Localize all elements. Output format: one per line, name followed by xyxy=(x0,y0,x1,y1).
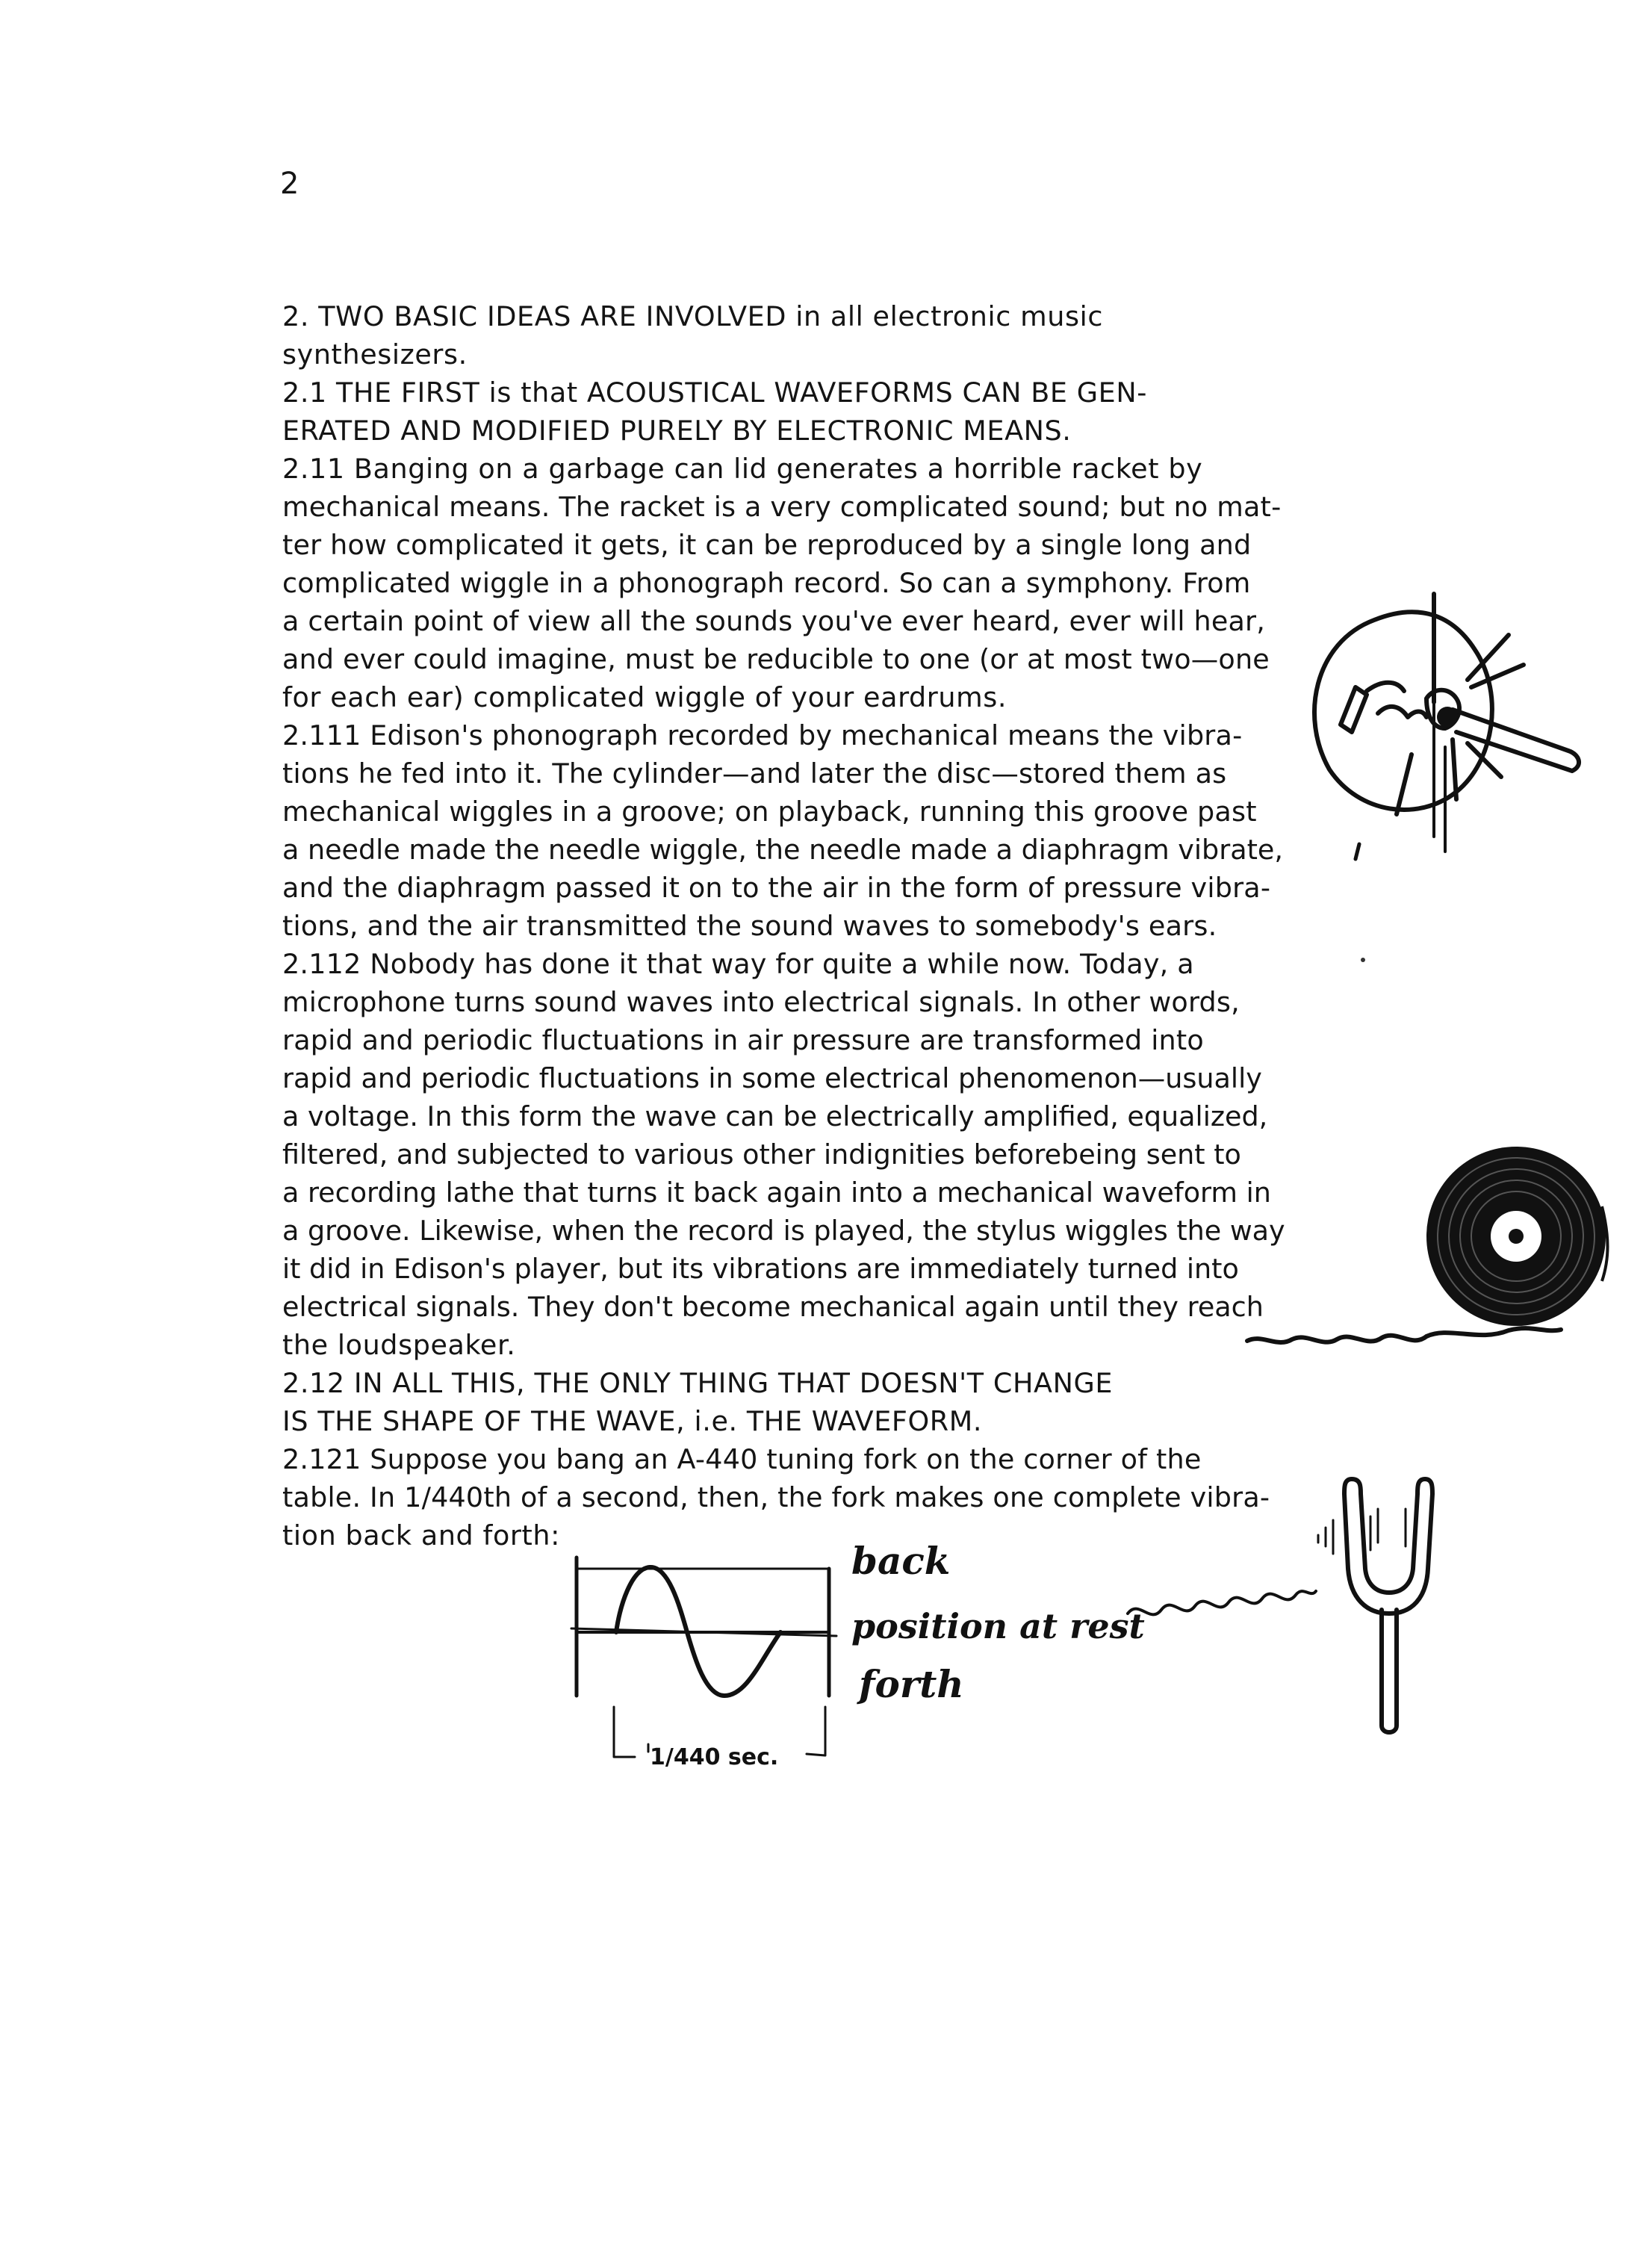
text-line: rapid and periodic fluctuations in some electrical phenomenon—usually xyxy=(282,1062,1262,1094)
text-line: complicated wiggle in a phonograph record. So can a symphony. From xyxy=(282,567,1251,599)
text-line: rapid and periodic fluctuations in air pressure are transformed into xyxy=(282,1024,1204,1056)
text-line: tions he fed into it. The cylinder—and later the disc—stored them as xyxy=(282,757,1227,790)
record-drawing xyxy=(1232,1124,1643,1371)
page-number: 2 xyxy=(280,167,299,201)
text-line: 2. TWO BASIC IDEAS ARE INVOLVED in all electronic music xyxy=(282,300,1103,332)
text-line: a certain point of view all the sounds you've ever heard, ever will hear, xyxy=(282,605,1266,637)
text-line: mechanical wiggles in a groove; on playback, running this groove past xyxy=(282,796,1257,828)
waveform-label-rest: position at rest xyxy=(851,1606,1145,1646)
text-line: table. In 1/440th of a second, then, the fork makes one complete vibra- xyxy=(282,1481,1270,1513)
text-line: IS THE SHAPE OF THE WAVE, i.e. THE WAVEFORM. xyxy=(282,1405,983,1437)
text-line: ter how complicated it gets, it can be reproduced by a single long and xyxy=(282,529,1252,561)
text-line: tions, and the air transmitted the sound waves to somebody's ears. xyxy=(282,910,1217,942)
text-line: ERATED AND MODIFIED PURELY BY ELECTRONIC MEANS. xyxy=(282,415,1072,447)
text-line: mechanical means. The racket is a very complicated sound; but no mat- xyxy=(282,491,1282,523)
text-line: 2.112 Nobody has done it that way for quite a while now. Today, a xyxy=(282,948,1194,980)
text-line: and the diaphragm passed it on to the air in the form of pressure vibra- xyxy=(282,872,1271,904)
waveform-period-label: 1/440 sec. xyxy=(650,1744,779,1770)
text-line: synthesizers. xyxy=(282,338,468,371)
waveform-label-back: back xyxy=(851,1539,951,1583)
text-line: and ever could imagine, must be reducible to one (or at most two—one xyxy=(282,643,1270,675)
text-line: 2.11 Banging on a garbage can lid generates a horrible racket by xyxy=(282,453,1203,485)
waveform-label-forth: forth xyxy=(859,1662,964,1706)
text-line: for each ear) complicated wiggle of your eardrums. xyxy=(282,681,1007,713)
text-line: microphone turns sound waves into electrical signals. In other words, xyxy=(282,986,1240,1018)
text-line: 2.111 Edison's phonograph recorded by mechanical means the vibra- xyxy=(282,719,1243,751)
text-line: a groove. Likewise, when the record is played, the stylus wiggles the way xyxy=(282,1215,1285,1247)
text-line: it did in Edison's player, but its vibrations are immediately turned into xyxy=(282,1253,1239,1285)
phonograph-drawing xyxy=(1285,568,1613,956)
text-line: 2.12 IN ALL THIS, THE ONLY THING THAT DOESN'T CHANGE xyxy=(282,1367,1114,1399)
text-line: a recording lathe that turns it back again into a mechanical waveform in xyxy=(282,1177,1271,1209)
text-line: a needle made the needle wiggle, the needle made a diaphragm vibrate, xyxy=(282,834,1283,866)
tuning-fork-drawing xyxy=(1120,1464,1456,1748)
text-line: 2.121 Suppose you bang an A-440 tuning fork on the corner of the xyxy=(282,1443,1202,1475)
body-text xyxy=(282,297,1283,1555)
text-line: electrical signals. They don't become mechanical again until they reach xyxy=(282,1291,1264,1323)
text-line: filtered, and subjected to various other indignities beforebeing sent to xyxy=(282,1138,1241,1171)
text-line: 2.1 THE FIRST is that ACOUSTICAL WAVEFORMS CAN BE GEN- xyxy=(282,376,1148,409)
text-line: the loudspeaker. xyxy=(282,1329,516,1361)
text-line: a voltage. In this form the wave can be electrically amplified, equalized, xyxy=(282,1100,1268,1132)
text-line: tion back and forth: xyxy=(282,1519,561,1552)
